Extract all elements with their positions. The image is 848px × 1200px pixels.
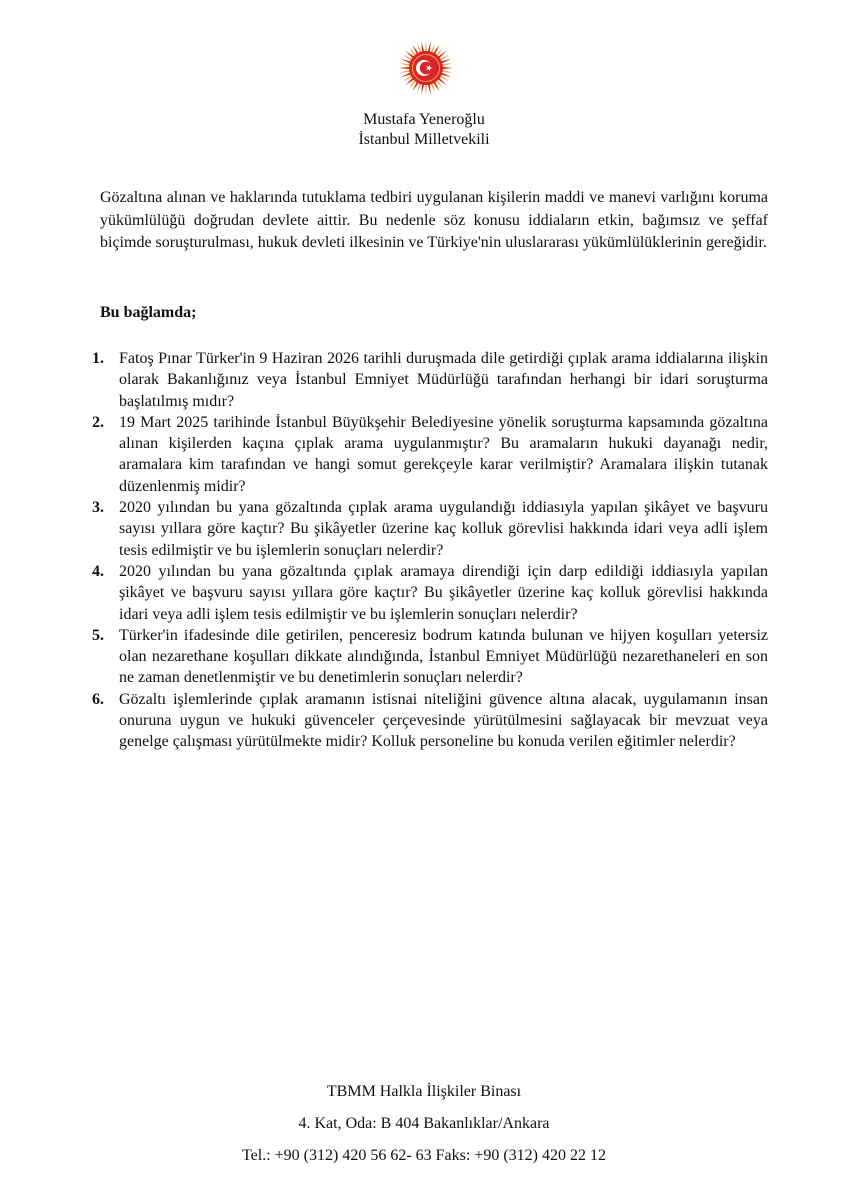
list-item <box>92 348 768 412</box>
emblem-ray <box>425 84 427 95</box>
list-item <box>92 561 768 625</box>
emblem-ray <box>428 41 431 52</box>
question-number: 1. <box>92 350 104 367</box>
question-text: Fatoş Pınar Türker'in 9 Haziran 2026 tarihli duruşmada dile getirdiği çıplak arama iddialarına ilişkin olarak Bakanlığınız veya İstanbul Emniyet Müdürlüğü tarafından herhangi bir idari soruşturma başlatılmış mıdır? <box>119 350 768 410</box>
question-text: 19 Mart 2025 tarihinde İstanbul Büyükşehir Belediyesine yönelik soruşturma kapsamında gözaltına alınan kişilerden kaçına çıplak arama uygulanmıştır? Bu aramaların hukuki dayanağı nedir, aramalara kim tarafından ve hangi somut gerekçeyle karar verilmiştir? Aramalara ilişkin tutanak düzenlenmiş midir? <box>119 413 768 495</box>
list-item <box>92 689 768 753</box>
emblem-ray <box>428 84 431 95</box>
intro-paragraph: Gözaltına alınan ve haklarında tutuklama tedbiri uygulanan kişilerin maddi ve manevi varlığını koruma yükümlülüğü doğrudan devlete aittir. Bu nedenle söz konusu iddiaların etkin, bağımsız ve şeffaf biçimde soruşturulması, hukuk devleti ilkesinin ve Türkiye'nin uluslararası yükümlülüklerinin gereğidir. <box>100 189 768 251</box>
emblem-ray <box>425 41 427 52</box>
question-number: 5. <box>92 626 104 644</box>
emblem-ray <box>399 70 410 73</box>
member-name: Mustafa Yeneroğlu <box>363 111 485 128</box>
emblem-ray <box>442 63 453 66</box>
question-text: Gözaltı işlemlerinde çıplak aramanın istisnai niteliğini güvence altına alacak, uygulamanın insan onuruna uygun ve hukuki güvenceler çerçevesinde yürütülmesini sağlayacak bir mevzuat veya genelge çalışması yürütülmekte midir? Kolluk personeline bu konuda verilen eğitimler nelerdir? <box>119 690 768 751</box>
question-list <box>92 348 768 753</box>
question-text: Türker'in ifadesinde dile getirilen, penceresiz bodrum katında bulunan ve hijyen koşulları yetersiz olan nezarethane koşulları dikkate alındığında, İstanbul Emniyet Müdürlüğü nezarethaneleri en son ne zaman denetlenmiştir ve bu denetimlerin sonuçları nelerdir? <box>119 626 768 687</box>
emblem-ray <box>421 41 424 52</box>
emblem-ray <box>421 84 424 95</box>
emblem-ray <box>442 70 453 73</box>
question-number: 4. <box>92 562 104 580</box>
question-text: 2020 yılından bu yana gözaltında çıplak aramaya direndiği için darp edildiği iddiasıyla yapılan şikâyet ve başvuru sayısı yıllara göre kaçtır? Bu şikâyetler üzerine kaç kolluk görevlisi hakkında idari veya adli işlem tesis edilmiştir ve bu işlemlerin sonuçları nelerdir? <box>119 562 768 623</box>
emblem-ray <box>399 67 410 69</box>
question-number: 3. <box>92 499 104 517</box>
tbmm-emblem-icon <box>398 40 454 96</box>
emblem-ray <box>399 63 410 66</box>
question-text: 2020 yılından bu yana gözaltında çıplak arama uygulandığı iddiasıyla yapılan şikâyet ve başvuru sayısı yıllara göre kaçtır? Bu şikâyetler üzerine kaç kolluk görevlisi hakkında idari veya adli işlem tesis edilmiştir ve bu işlemlerin sonuçları nelerdir? <box>119 499 768 559</box>
context-heading: Bu bağlamda; <box>100 304 197 321</box>
list-item <box>92 625 768 689</box>
question-number: 2. <box>92 413 104 431</box>
question-number: 6. <box>92 690 104 708</box>
list-item <box>92 412 768 497</box>
member-title: İstanbul Milletvekili <box>358 131 490 148</box>
emblem-ray <box>442 67 453 69</box>
footer-building: TBMM Halkla İlişkiler Binası <box>326 1083 522 1100</box>
footer-address: 4. Kat, Oda: B 404 Bakanlıklar/Ankara <box>298 1115 550 1132</box>
list-item <box>92 497 768 561</box>
footer-contact: Tel.: +90 (312) 420 56 62- 63 Faks: +90 (312) 420 22 12 <box>241 1147 606 1164</box>
